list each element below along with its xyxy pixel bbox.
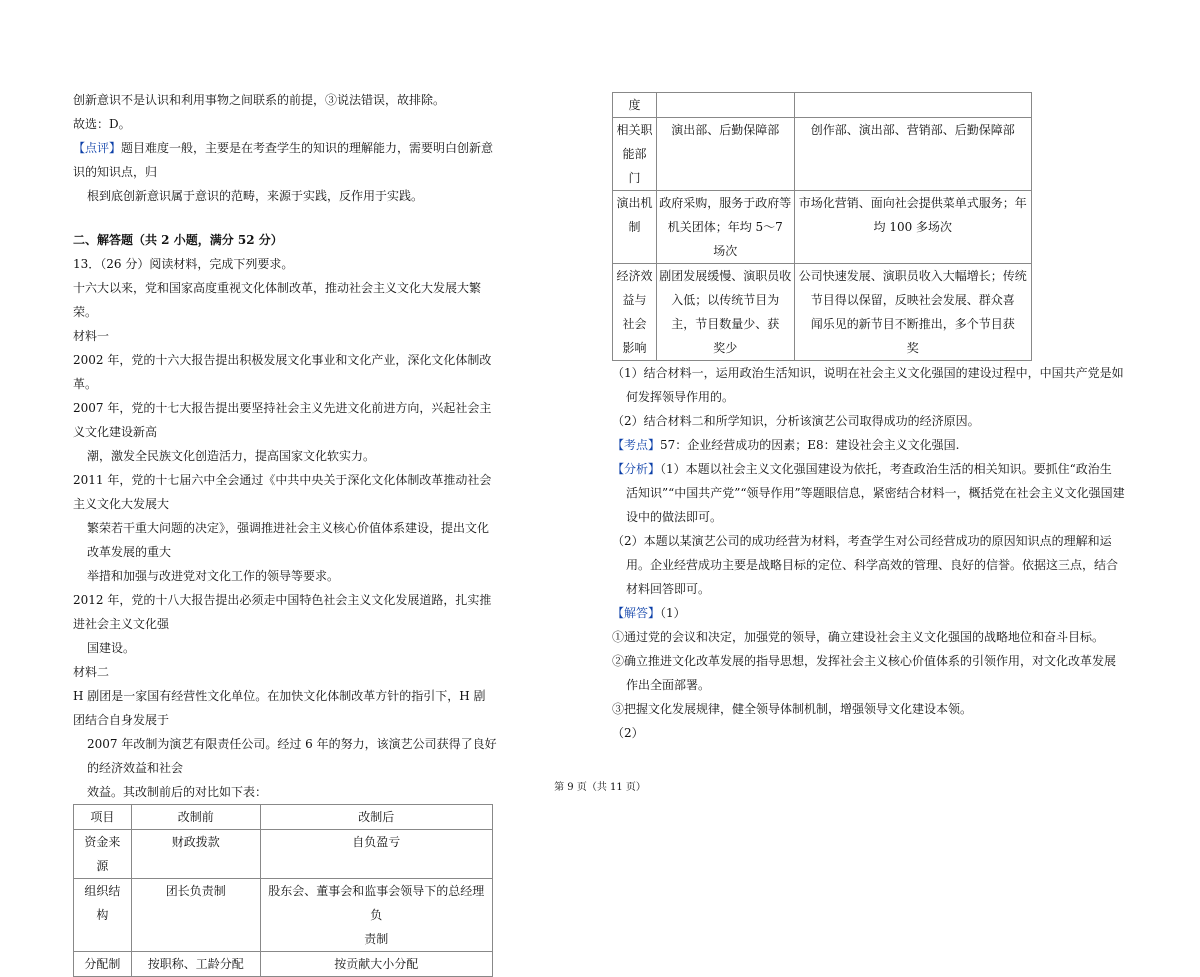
table-cell-after: 股东会、董事会和监事会领导下的总经理负 责制	[260, 879, 492, 952]
analysis-line	[612, 457, 1132, 481]
table-cell-before	[656, 93, 794, 118]
table-cell-before: 演出部、后勤保障部	[656, 118, 794, 191]
question-13: 13．（26 分）阅读材料，完成下列要求。	[73, 257, 294, 271]
table-row	[613, 118, 1032, 191]
table-cell-after: 市场化营销、面向社会提供菜单式服务；年 均 100 多场次	[794, 191, 1031, 264]
solution-part-2: （2）	[612, 726, 644, 740]
solution-part-1: （1）	[660, 606, 686, 620]
material-2-text: H 剧团是一家国有经营性文化单位。在加快文化体制改革方针的指引下，H 剧团结合自身发展于	[73, 689, 486, 727]
text-line: 创新意识不是认识和利用事物之间联系的前提，③说法错误，故排除。	[73, 93, 446, 107]
material-1-2007: 2007 年，党的十七大报告提出要坚持社会主义先进文化前进方向，兴起社会主义文化建设新高	[73, 401, 492, 439]
table-header-cell: 改制前	[131, 805, 260, 830]
material-1-2011: 2011 年，党的十七届六中全会通过《中共中央关于深化文化体制改革推动社会主义文化大发展大	[73, 473, 492, 511]
analysis-text-2-cont: 材料回答即可。	[626, 582, 711, 596]
review-tag: 【点评】	[73, 141, 122, 155]
table-row	[613, 264, 1032, 361]
review-line	[73, 136, 497, 184]
solution-point-1: ①通过党的会议和决定，加强党的领导，确立建设社会主义文化强国的战略地位和奋斗目标。	[612, 630, 1105, 644]
solution-point-2-cont: 作出全面部署。	[626, 678, 711, 692]
page-footer: 第 9 页（共 11 页）	[554, 782, 646, 793]
material-1-2012: 2012 年，党的十八大报告提出必须走中国特色社会主义文化发展道路，扎实推进社会主义文化强	[73, 593, 492, 631]
right-column	[612, 92, 1132, 745]
analysis-text-cont: 活知识”“中国共产党”“领导作用”等题眼信息，紧密结合材料一，概括党在社会主义文化强国建	[626, 486, 1125, 500]
table-cell-before: 剧团发展缓慢、演职员收 入低；以传统节目为 主，节目数量少、获 奖少	[656, 264, 794, 361]
solution-line	[612, 601, 1132, 625]
answer-line: 故选：D。	[73, 117, 131, 131]
analysis-text-2: （2）本题以某演艺公司的成功经营为材料，考查学生对公司经营成功的原因知识点的理解和运	[612, 534, 1112, 548]
table-cell-item: 组织结 构	[74, 879, 132, 952]
solution-tag: 【解答】	[612, 606, 661, 620]
table-cell-item: 相关职 能部 门	[613, 118, 657, 191]
table-cell-before: 团长负责制	[131, 879, 260, 952]
table-row	[74, 879, 493, 952]
table-cell-after: 按贡献大小分配	[260, 952, 492, 977]
table-header-cell: 项目	[74, 805, 132, 830]
analysis-tag: 【分析】	[612, 462, 661, 476]
table-row	[613, 93, 1032, 118]
key-point-line	[612, 433, 1132, 457]
table-header-cell: 改制后	[260, 805, 492, 830]
review-text: 题目难度一般，主要是在考查学生的知识的理解能力，需要明白创新意识的知识点，归	[73, 141, 494, 179]
material-2-text-cont: 2007 年改制为演艺有限责任公司。经过 6 年的努力，该演艺公司获得了良好的经济效益和社会	[87, 737, 497, 775]
comparison-table-part1	[73, 804, 493, 977]
table-cell-item: 分配制	[74, 952, 132, 977]
key-point-text: 57：企业经营成功的因素；E8：建设社会主义文化强国.	[660, 438, 960, 452]
material-1-2002: 2002 年，党的十六大报告提出积极发展文化事业和文化产业，深化文化体制改革。	[73, 353, 492, 391]
table-row	[613, 191, 1032, 264]
table-header-row	[74, 805, 493, 830]
table-cell-after: 创作部、演出部、营销部、后勤保障部	[794, 118, 1031, 191]
key-point-tag: 【考点】	[612, 438, 661, 452]
table-cell-item: 演出机 制	[613, 191, 657, 264]
table-cell-item: 度	[613, 93, 657, 118]
sub-question-1: （1）结合材料一，运用政治生活知识，说明在社会主义文化强国的建设过程中，中国共产党是如	[612, 366, 1124, 380]
table-cell-before: 财政拨款	[131, 830, 260, 879]
comparison-table-part2	[612, 92, 1032, 361]
analysis-text-2-cont: 用。企业经营成功主要是战略目标的定位、科学高效的管理、良好的信誉。依据这三点，结合	[626, 558, 1119, 572]
table-cell-before: 政府采购，服务于政府等 机关团体；年均 5～7 场次	[656, 191, 794, 264]
table-cell-before: 按职称、工龄分配	[131, 952, 260, 977]
section-heading: 二、解答题（共 2 小题，满分 52 分）	[73, 233, 283, 247]
material-1-title: 材料一	[73, 329, 110, 343]
table-row	[74, 830, 493, 879]
solution-point-3: ③把握文化发展规律，健全领导体制机制，增强领导文化建设本领。	[612, 702, 973, 716]
material-2-text-cont: 效益。其改制前后的对比如下表：	[87, 785, 268, 799]
material-1-2007-cont: 潮，激发全民族文化创造活力，提高国家文化软实力。	[87, 449, 376, 463]
analysis-text: （1）本题以社会主义文化强国建设为依托，考查政治生活的相关知识。要抓住“政治生	[660, 462, 1112, 476]
table-cell-after: 公司快速发展、演职员收入大幅增长；传统 节目得以保留，反映社会发展、群众喜 闻乐见的新节目不断推出，多个节目获 奖	[794, 264, 1031, 361]
analysis-text-cont: 设中的做法即可。	[626, 510, 723, 524]
sub-question-1-cont: 何发挥领导作用的。	[626, 390, 735, 404]
table-row	[74, 952, 493, 977]
review-text-cont: 根到底创新意识属于意识的范畴，来源于实践，反作用于实践。	[87, 189, 424, 203]
sub-question-2: （2）结合材料二和所学知识，分析该演艺公司取得成功的经济原因。	[612, 414, 980, 428]
left-column	[73, 88, 497, 977]
material-1-2012-cont: 国建设。	[87, 641, 136, 655]
table-cell-after: 自负盈亏	[260, 830, 492, 879]
material-2-title: 材料二	[73, 665, 110, 679]
table-cell-item: 经济效 益与 社会 影响	[613, 264, 657, 361]
material-1-2011-cont: 繁荣若干重大问题的决定》，强调推进社会主义核心价值体系建设，提出文化改革发展的重大	[87, 521, 490, 559]
table-cell-after	[794, 93, 1031, 118]
table-cell-item: 资金来 源	[74, 830, 132, 879]
intro-line: 十六大以来，党和国家高度重视文化体制改革，推动社会主义文化大发展大繁荣。	[73, 281, 482, 319]
solution-point-2: ②确立推进文化改革发展的指导思想，发挥社会主义核心价值体系的引领作用，对文化改革发展	[612, 654, 1117, 668]
material-1-2011-cont: 举措和加强与改进党对文化工作的领导等要求。	[87, 569, 340, 583]
